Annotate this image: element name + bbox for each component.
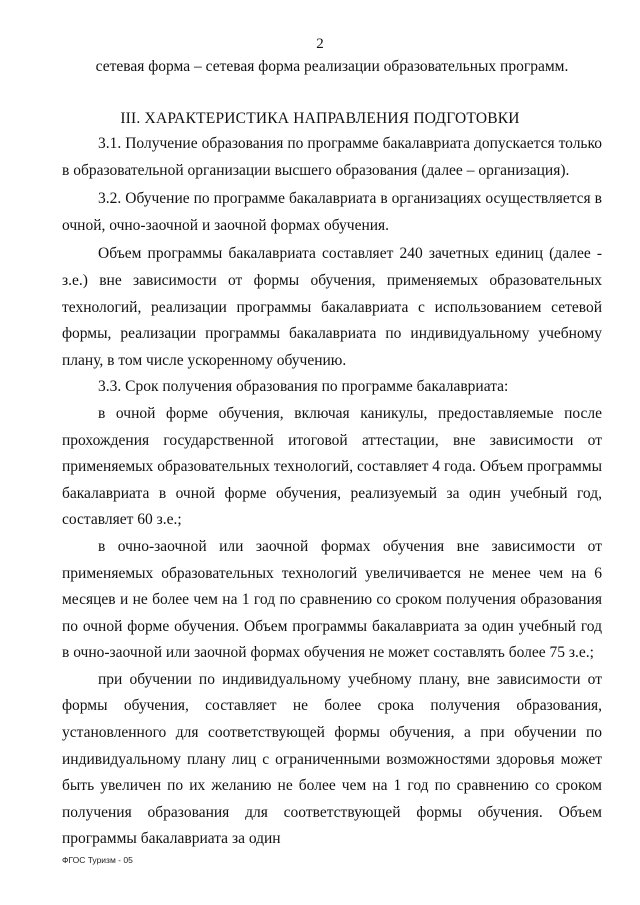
intro-line: сетевая форма – сетевая форма реализации образовательных программ. (95, 58, 569, 75)
page-number: 2 (316, 36, 324, 52)
paragraph-3-1: 3.1. Получение образования по программе бакалавриата допускается только в образовательной организации высшего образования (далее – организация). (62, 135, 602, 179)
paragraph-full-time: в очной форме обучения, включая каникулы, предоставляемые после прохождения государственной итоговой аттестации, вне зависимости от применяемых образовательных технологий, составляет 4 года. Объем программы бакалавриата в очной форме обучения, реализуемый за один учебный год, составляет 60 з.е.; (62, 404, 602, 529)
paragraph-part-time: в очно-заочной или заочной формах обучения вне зависимости от применяемых образовательных технологий увеличивается не менее чем на 6 месяцев и не более чем на 1 год по сравнению со сроком получения образования по очной форме обучения. Объем программы бакалавриата за один учебный год в очно-заочной или заочной формах обучения не может составлять более 75 з.е.; (62, 537, 602, 662)
paragraph-3-3: 3.3. Срок получения образования по программе бакалавриата: (98, 378, 509, 396)
paragraph-volume: Объем программы бакалавриата составляет 240 зачетных единиц (далее - з.е.) вне зависимости от формы обучения, применяемых образовательных технологий, реализации программы бакалавриата с использованием сетевой формы, реализации программы бакалавриата по индивидуальному учебному плану, в том числе ускоренному обучению. (62, 245, 602, 369)
footer-mark: ФГОС Туризм - 05 (62, 855, 133, 865)
section-heading: III. ХАРАКТЕРИСТИКА НАПРАВЛЕНИЯ ПОДГОТОВКИ (120, 110, 520, 127)
section-body (62, 131, 602, 853)
paragraph-3-2: 3.2. Обучение по программе бакалавриата в организациях осуществляется в очной, очно-заочной и заочной формах обучения. (62, 190, 602, 234)
paragraph-individual-plan: при обучении по индивидуальному учебному плану, вне зависимости от формы обучения, составляет не более срока получения образования, установленного для соответствующей формы обучения, а при обучении по индивидуальному плану лиц с ограниченными возможностями здоровья может быть увеличен по их желанию не более чем на 1 год по сравнению со сроком получения образования для соответствующей формы обучения. Объем программы бакалавриата за один (62, 670, 602, 848)
